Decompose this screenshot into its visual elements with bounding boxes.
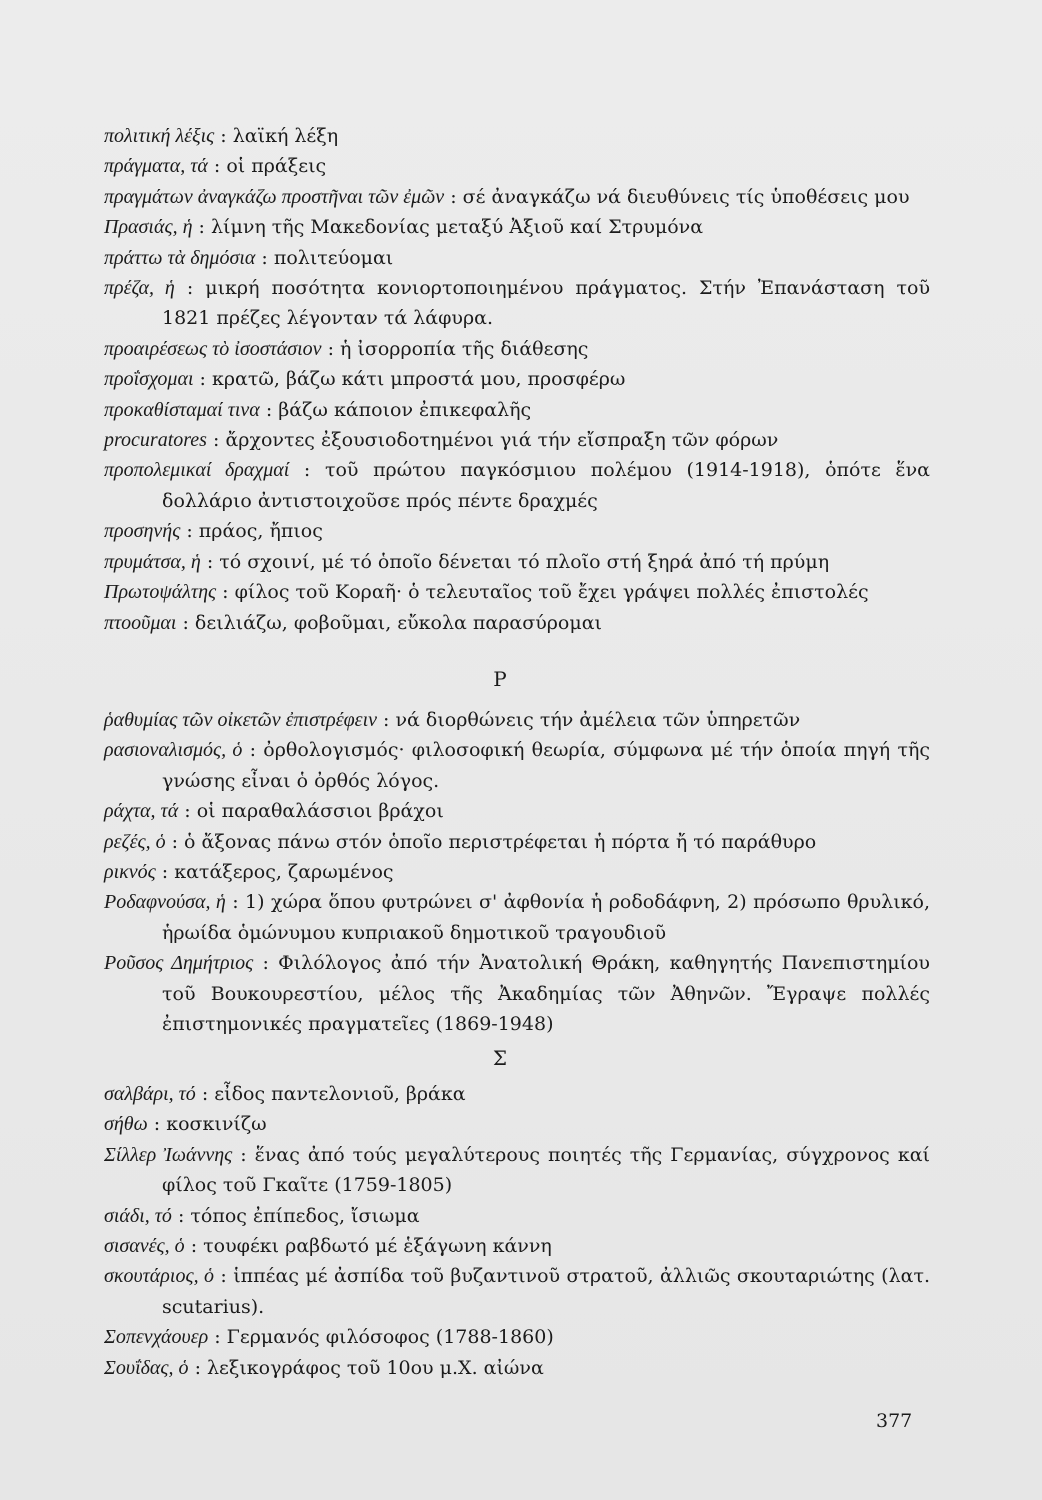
entry-term: πρυμάτσα, ἡ (104, 550, 201, 573)
glossary-entry (104, 948, 930, 1039)
entry-term: πραγμάτων ἀναγκάζω προστῆναι τῶν ἐμῶν (104, 185, 445, 208)
entry-definition: : πράος, ἤπιος (180, 520, 323, 543)
entry-term: προπολεμικαί δραχμαί (104, 459, 290, 482)
page-number: 377 (876, 1410, 913, 1432)
glossary-entry (104, 273, 930, 334)
glossary-entry (104, 455, 930, 516)
glossary-entry (104, 151, 930, 181)
entry-term: Πρωτοψάλτης (104, 581, 217, 604)
entry-definition: : τουφέκι ραβδωτό μέ ἑξάγωνη κάννη (184, 1235, 552, 1258)
glossary-section-pi (104, 121, 930, 638)
glossary-entry (104, 425, 930, 455)
entry-definition: : οἱ πράξεις (207, 155, 327, 178)
entry-definition: : οἱ παραθαλάσσιοι βράχοι (178, 800, 444, 823)
entry-term: πράγματα, τά (104, 155, 208, 178)
glossary-entry (104, 735, 930, 796)
glossary-entry (104, 182, 930, 212)
entry-term: Ροδαφνούσα, ἡ (104, 891, 226, 914)
letter-heading-rho: Ρ (493, 667, 507, 691)
glossary-entry (104, 1140, 930, 1201)
entry-term: procuratores (104, 429, 207, 452)
entry-definition: : τό σχοινί, μέ τό ὁποῖο δένεται τό πλοῖο στή ξηρά ἀπό τή πρύμη (200, 550, 830, 573)
entry-definition: : 1) χώρα ὅπου φυτρώνει σ' ἀφθονία ἡ ροδοδάφνη, 2) πρόσωπο θρυλικό, ἡρωίδα ὁμώνυμου κυπριακοῦ δημοτικοῦ τραγουδιοῦ (162, 891, 930, 944)
entry-term: ρασιοναλισμός, ὁ (104, 739, 243, 762)
glossary-section-rho (104, 705, 930, 1039)
entry-definition: : μικρή ποσότητα κονιορτοποιημένου πράγματος. Στήν Ἐπανάσταση τοῦ 1821 πρέζες λέγονταν τά λάφυρα. (162, 277, 931, 330)
glossary-entry (104, 1079, 930, 1109)
entry-term: σκουτάριος, ὁ (104, 1265, 214, 1288)
entry-definition: : βάζω κάποιον ἐπικεφαλῆς (259, 398, 532, 421)
entry-definition: : λαϊκή λέξη (214, 125, 339, 147)
entry-definition: : κοσκινίζω (147, 1113, 267, 1136)
entry-term: πτοοῦμαι (104, 611, 177, 634)
entry-term: πράττω τὰ δημόσια (104, 246, 256, 269)
glossary-entry (104, 608, 930, 638)
entry-definition: : νά διορθώνεις τήν ἀμέλεια τῶν ὑπηρετῶν (377, 709, 801, 731)
glossary-entry (104, 1322, 930, 1352)
glossary-entry (104, 516, 930, 546)
glossary-entry (104, 1231, 930, 1261)
glossary-entry (104, 1261, 930, 1322)
entry-term: ρεζές, ὁ (104, 830, 166, 853)
entry-term: Σουΐδας, ὁ (104, 1356, 189, 1379)
glossary-entry (104, 577, 930, 607)
entry-definition: : κρατῶ, βάζω κάτι μπροστά μου, προσφέρω (193, 368, 626, 391)
glossary-entry (104, 827, 930, 857)
entry-term: Σοπενχάουερ (104, 1326, 209, 1349)
entry-definition: : δειλιάζω, φοβοῦμαι, εὔκολα παρασύρομαι (176, 611, 602, 634)
entry-term: πολιτική λέξις (104, 125, 215, 147)
entry-term: Πρασιάς, ἡ (104, 216, 193, 239)
glossary-entry (104, 243, 930, 273)
entry-term: προκαθίσταμαί τινα (104, 398, 260, 421)
entry-definition: : Γερμανός φιλόσοφος (1788-1860) (208, 1326, 554, 1349)
glossary-entry (104, 796, 930, 826)
glossary-entry (104, 1201, 930, 1231)
entry-term: προΐσχομαι (104, 368, 194, 391)
entry-definition: : σέ ἀναγκάζω νά διευθύνεις τίς ὑποθέσεις μου (444, 185, 910, 208)
glossary-entry (104, 887, 930, 948)
entry-definition: : λίμνη τῆς Μακεδονίας μεταξύ Ἀξιοῦ καί Στρυμόνα (192, 216, 704, 239)
entry-term: πρέζα, ἡ (104, 277, 175, 300)
entry-definition: : πολιτεύομαι (255, 246, 394, 269)
entry-term: προσηνής (104, 520, 181, 543)
entry-definition: : Φιλόλογος ἀπό τήν Ἀνατολική Θράκη, καθηγητής Πανεπιστημίου τοῦ Βουκουρεστίου, μέλος τῆς Ἀκαδημίας τῶν Ἀθηνῶν. Ἔγραψε πολλές ἐπιστημονικές πραγματεῖες (1869-1948) (162, 952, 930, 1036)
entry-term: ρικνός (104, 861, 156, 884)
entry-term: σιάδι, τό (104, 1204, 172, 1227)
glossary-entry (104, 334, 930, 364)
entry-definition: : ὀρθολογισμός· φιλοσοφική θεωρία, σύμφωνα μέ τήν ὁποία πηγή τῆς γνώσης εἶναι ὁ ὀρθός λόγος. (162, 739, 930, 792)
glossary-entry (104, 364, 930, 394)
entry-definition: : ἱππέας μέ ἀσπίδα τοῦ βυζαντινοῦ στρατοῦ, ἀλλιῶς σκουταριώτης (λατ. scutarius). (162, 1265, 930, 1318)
entry-term: προαιρέσεως τὸ ἰσοστάσιον (104, 337, 322, 360)
entry-definition: : ἄρχοντες ἐξουσιοδοτημένοι γιά τήν εἴσπραξη τῶν φόρων (206, 429, 779, 452)
glossary-entry (104, 121, 930, 151)
entry-term: σαλβάρι, τό (104, 1083, 196, 1105)
entry-definition: : ἕνας ἀπό τούς μεγαλύτερους ποιητές τῆς Γερμανίας, σύγχρονος καί φίλος τοῦ Γκαῖτε (1759-1805) (162, 1143, 930, 1197)
entry-definition: : κατάξερος, ζαρωμένος (155, 861, 394, 884)
entry-definition: : φίλος τοῦ Κοραῆ· ὁ τελευταῖος τοῦ ἔχει γράψει πολλές ἐπιστολές (216, 581, 869, 604)
glossary-section-sigma (104, 1079, 930, 1383)
letter-heading-sigma: Σ (492, 1046, 508, 1070)
entry-definition: : ὁ ἄξονας πάνω στόν ὁποῖο περιστρέφεται ἡ πόρτα ἤ τό παράθυρο (165, 830, 817, 853)
entry-definition: : τόπος ἐπίπεδος, ἴσιωμα (171, 1204, 420, 1227)
glossary-entry (104, 857, 930, 887)
glossary-entry (104, 395, 930, 425)
entry-definition: : τοῦ πρώτου παγκόσμιου πολέμου (1914-1918), ὁπότε ἕνα δολλάριο ἀντιστοιχοῦσε πρός πέντε δραχμές (162, 459, 931, 512)
entry-term: σήθω (104, 1113, 148, 1136)
entry-term: Ροῦσος Δημήτριος (104, 952, 254, 975)
glossary-entry (104, 705, 930, 735)
glossary-entry (104, 547, 930, 577)
entry-definition: : εἶδος παντελονιοῦ, βράκα (195, 1083, 466, 1105)
glossary-entry (104, 212, 930, 242)
entry-term: σισανές, ὁ (104, 1235, 185, 1258)
glossary-entry (104, 1109, 930, 1139)
entry-term: Σίλλερ Ἰωάννης (104, 1143, 233, 1166)
entry-definition: : ἡ ἰσορροπία τῆς διάθεσης (321, 337, 589, 360)
entry-term: ράχτα, τά (104, 800, 179, 823)
entry-term: ῥαθυμίας τῶν οἰκετῶν ἐπιστρέφειν (104, 709, 377, 731)
glossary-entry (104, 1353, 930, 1383)
entry-definition: : λεξικογράφος τοῦ 10ου μ.Χ. αἰώνα (188, 1356, 544, 1379)
